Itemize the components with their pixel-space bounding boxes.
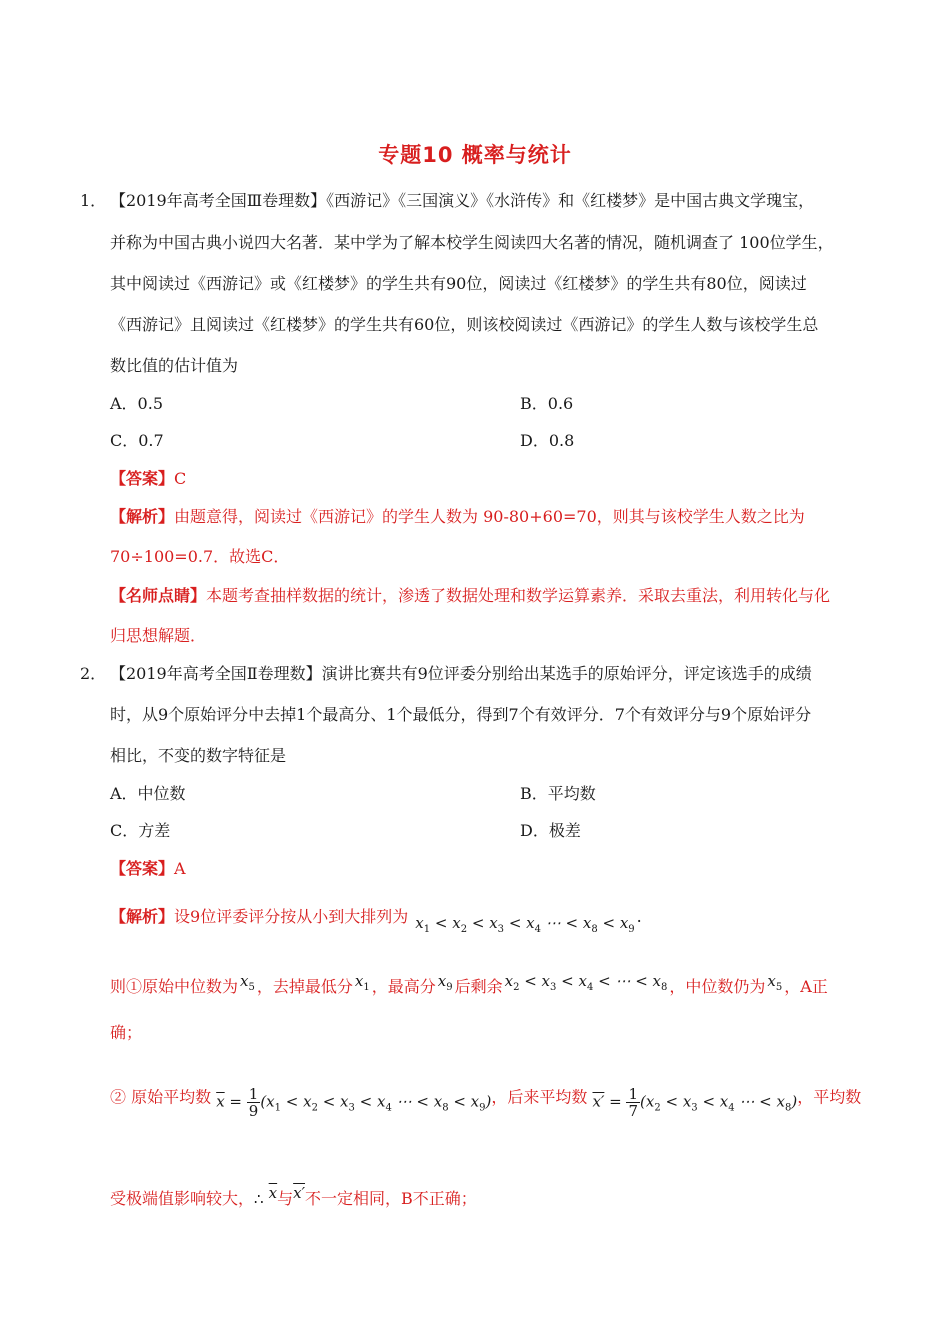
tip-label: 【名师点睛】: [110, 586, 207, 605]
question-text-line: 并称为中国古典小说四大名著．某中学为了解本校学生阅读四大名著的情况，随机调查了 100位学生，: [110, 233, 834, 252]
analysis-line: 70÷100=0.7．故选C．: [110, 547, 290, 566]
answer-label: 【答案】: [110, 469, 175, 488]
analysis-line: [110, 1086, 861, 1120]
option-b: B．平均数: [520, 784, 596, 803]
analysis-line: 【解析】设9位评委评分按从小到大排列为 $x_1 < x_2 < x_3 < x_4$ ⋯ < $x_8 < x_9$.: [110, 906, 642, 941]
formula-original-mean: $\overline{x}$ = $\frac{1}{9}$ ($x_1 < x_2 < x_3 < x_4$ ⋯ < $x_8 < x_9$): [216, 1085, 492, 1120]
question-number: 1．: [80, 191, 107, 210]
analysis-text: ，中位数仍为: [669, 977, 766, 996]
question-number: 2．: [80, 664, 107, 683]
answer-label: 【答案】: [110, 859, 175, 878]
answer-line: [110, 468, 186, 490]
question-text-line: 【2019年高考全国Ⅲ卷理数】《西游记》《三国演义》《水浒传》和《红楼梦》是中国古典文学瑰宝，: [110, 191, 815, 210]
analysis-line: [110, 970, 828, 999]
tip-line: 归思想解题．: [110, 626, 207, 645]
analysis-text: ，平均数: [797, 1087, 862, 1107]
analysis-text: ，最高分: [371, 977, 436, 996]
page-title: 专题10 概率与统计: [378, 143, 572, 167]
option-d: D．极差: [520, 821, 581, 840]
answer-value: C: [174, 469, 187, 488]
option-a: A．0.5: [110, 394, 164, 413]
formula-remaining: $x_2 < x_3 < x_4$ < ⋯ < $x_8$: [504, 972, 668, 993]
formula-new-mean: x′ = $\frac{1}{7}$ ($x_2 < x_3 < x_4$ ⋯ < $x_8$): [592, 1085, 798, 1120]
analysis-text: 设9位评委评分按从小到大排列为: [174, 907, 409, 926]
analysis-text: ，A正: [784, 977, 828, 996]
analysis-text: 与: [277, 1189, 294, 1208]
analysis-line: [110, 1182, 477, 1210]
option-d: D．0.8: [520, 431, 575, 450]
option-a: A．中位数: [110, 784, 186, 803]
analysis-line: 确；: [110, 1023, 143, 1042]
formula-x5: $x_5$: [240, 972, 255, 993]
analysis-label: 【解析】: [110, 907, 175, 926]
question-text-line: 时，从9个原始评分中去掉1个最高分、1个最低分，得到7个有效评分．7个有效评分与9个原始评分: [110, 705, 812, 724]
analysis-text: ，后来平均数: [491, 1087, 588, 1107]
question-text-line: 其中阅读过《西游记》或《红楼梦》的学生共有90位，阅读过《红楼梦》的学生共有80位，阅读过: [110, 274, 807, 293]
analysis-text: ② 原始平均数: [110, 1087, 212, 1107]
answer-line: [110, 858, 186, 880]
formula-x5: $x_5$: [767, 972, 783, 993]
answer-value: A: [174, 859, 186, 878]
analysis-text: 则①原始中位数为: [110, 977, 239, 996]
analysis-text: 受极端值影响较大，: [110, 1189, 255, 1208]
question-text-line: 数比值的估计值为: [110, 356, 239, 375]
option-c: C．0.7: [110, 431, 164, 450]
analysis-text: 不一定相同，B不正确；: [305, 1189, 477, 1208]
formula-x9: $x_9$: [437, 972, 453, 993]
tip-line: [110, 585, 830, 607]
analysis-text: ，去掉最低分: [256, 977, 353, 996]
formula-sorted-scores: $x_1 < x_2 < x_3 < x_4$ ⋯ < $x_8 < x_9$: [415, 914, 635, 935]
question-text-line: 【2019年高考全国Ⅱ卷理数】演讲比赛共有9位评委分别给出某选手的原始评分，评定该选手的成绩: [110, 664, 812, 683]
analysis-label: 【解析】: [110, 507, 175, 526]
question-text-line: 相比，不变的数字特征是: [110, 746, 287, 765]
formula-x1: $x_1$: [354, 972, 370, 993]
therefore-symbol: ∴: [254, 1190, 264, 1208]
analysis-text: 后剩余: [454, 977, 503, 996]
analysis-line: [110, 506, 805, 528]
tip-text: 本题考查抽样数据的统计，渗透了数据处理和数学运算素养．采取去重法，利用转化与化: [206, 586, 831, 605]
formula-xbar: $\overline{x}$: [268, 1184, 278, 1202]
question-text-line: 《西游记》且阅读过《红楼梦》的学生共有60位，则该校阅读过《西游记》的学生人数与该校学生总: [110, 315, 819, 334]
option-b: B．0.6: [520, 394, 574, 413]
option-c: C．方差: [110, 821, 171, 840]
analysis-text: 由题意得，阅读过《西游记》的学生人数为 90-80+60=70，则其与该校学生人数之比为: [174, 507, 805, 526]
formula-xbar-prime: x′: [293, 1184, 306, 1202]
